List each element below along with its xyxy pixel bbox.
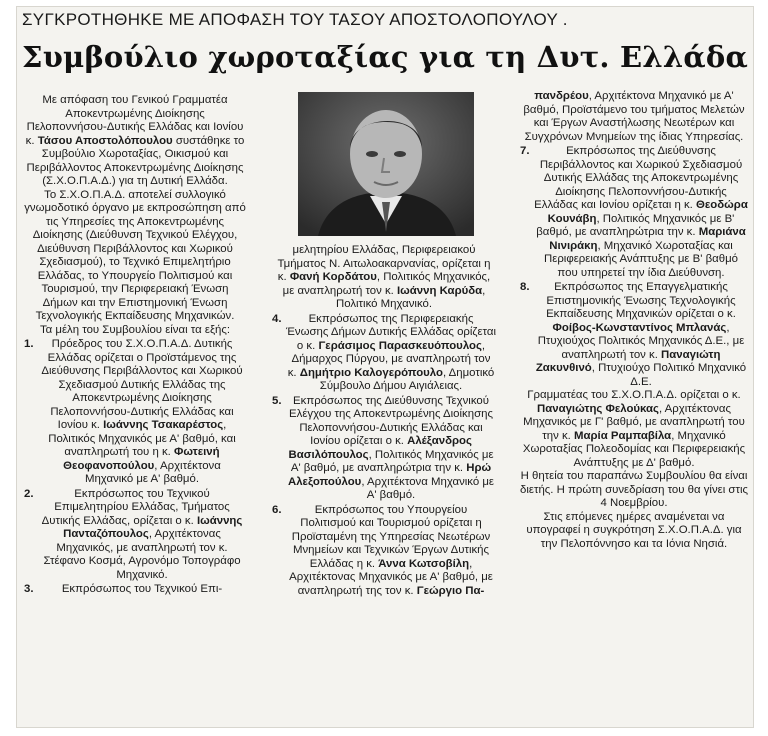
member-item-7: 7. Εκπρόσωπος της Διεύθυνσης Περιβάλλοντος και Χωρικού Σχεδιασμού Δυτικής Ελλάδας της Αποκεντρωμένης Διοίκησης Πελοποννήσου-Δυτικής Ελλάδας και Ιονίου ορίζεται η κ. Θεοδώρα Κουνάβη, Πολιτικός Μηχανικός με Β' βαθμό, με αναπληρώτρια την κ. Μαριάνα Νινιράκη, Μηχανικό Χωροταξίας και Περιφερειακής Ανάπτυξης με Β' βαθμό που υπηρετεί την ίδια Διεύθυνση. <box>520 145 748 279</box>
portrait-photo <box>298 92 474 236</box>
member-item-3-cont: μελητηρίου Ελλάδας, Περιφερειακού Τμήματος Ν. Αιτωλοακαρνανίας, ορίζεται η κ. Φανή Κορδάτου, Πολιτικός Μηχανικός, με αναπληρωτή τον κ. Ιωάννη Καρύδα, Πολιτικό Μηχανικό. <box>277 244 491 310</box>
closing-paragraph: Στις επόμενες ημέρες αναμένεται να υπογραφεί η συγκρότηση Σ.Χ.Ο.Π.Α.Δ. για την Πελοπόννησο και τα Ιόνια Νησιά. <box>526 510 742 550</box>
term-paragraph: Η θητεία του παραπάνω Συμβουλίου θα είναι διετής. Η πρώτη συνεδρίαση του θα γίνει στις 4 Νοεμβρίου. <box>520 470 748 509</box>
member-item-5: 5. Εκπρόσωπος της Διεύθυνσης Τεχνικού Ελέγχου της Αποκεντρωμένης Διοίκησης Πελοποννήσου-Δυτικής Ελλάδας και Ιονίου ορίζεται ο κ. Αλέξανδρος Βασιλόπουλος, Πολιτικός Μηχανικός με Α' βαθμό, με αναπληρώτρια την κ. Ηρώ Αλεξοπούλου, Αρχιτέκτονα Μηχανικό με Α' βαθμό. <box>272 394 494 501</box>
name-apostolopoulos: Τάσου Αποστολόπουλου <box>37 134 173 147</box>
item-number: 6. <box>272 503 282 516</box>
item-number: 4. <box>272 312 282 325</box>
column-2 <box>272 244 496 598</box>
member-item-6: 6. Εκπρόσωπος του Υπουργείου Πολιτισμού και Τουρισμού ορίζεται η Προϊσταμένη της Υπηρεσίας Νεωτέρων Μνημείων και Τεχνικών Έργων Δυτικής Ελλάδας η κ. Άννα Κωτσοβίλη, Αρχιτέκτονας Μηχανικός με Α' βαθμό, με αναπληρωτή της τον κ. Γεώργιο Πα- <box>272 503 493 597</box>
item-number: 8. <box>520 281 530 293</box>
article-kicker: ΣΥΓΚΡΟΤΗΘΗΚΕ ΜΕ ΑΠΟΦΑΣΗ ΤΟΥ ΤΑΣΟΥ ΑΠΟΣΤΟΛΟΠΟΥΛΟΥ . <box>22 10 568 29</box>
member-item-3-start: 3. Εκπρόσωπος του Τεχνικού Επι- <box>24 583 223 595</box>
member-item-8: 8. Εκπρόσωπος της Επαγγελματικής Επιστημονικής Ένωσης Τεχνολογικής Εκπαίδευσης Μηχανικών ορίζεται ο κ. Φοίβος-Κωνσταντίνος Μπλανάς, Πτυχιούχος Πολιτικός Μηχανικός Δ.Ε., με αναπληρωτή τον κ. Παναγιώτη Ζακυνθινό, Πτυχιούχο Πολιτικό Μηχανικό Δ.Ε. <box>520 281 747 388</box>
member-item-2: 2. Εκπρόσωπος του Τεχνικού Επιμελητηρίου Ελλάδας, Τμήματος Δυτικής Ελλάδας, ορίζεται ο κ. Ιωάννης Πανταζόπουλος, Αρχιτέκτονας Μηχανικός, με αναπληρωτή τον κ. Στέφανο Κοσμά, Αγρονόμο Τοπογράφο Μηχανικό. <box>24 487 243 581</box>
article-headline: Συμβούλιο χωροταξίας για τη Δυτ. Ελλάδα <box>22 40 748 74</box>
col1-paragraph-3: Τα μέλη του Συμβουλίου είναι τα εξής: <box>39 323 231 336</box>
item-number: 1. <box>24 338 34 350</box>
column-3 <box>520 90 748 551</box>
member-item-4: 4. Εκπρόσωπος της Περιφερειακής Ένωσης Δήμων Δυτικής Ελλάδας ορίζεται ο κ. Γεράσιμος Παρασκευόπουλος, Δήμαρχος Πύργου, με αναπληρωτή τον κ. Δημήτριο Καλογερόπουλο, Δημοτικό Σύμβουλο Δήμου Αιγιάλειας. <box>272 312 496 392</box>
col1-paragraph-2: Το Σ.Χ.Ο.Π.Α.Δ. αποτελεί συλλογικό γνωμοδοτικό όργανο με εκπροσώπηση από τις Υπηρεσίες της Αποκεντρωμένης Διοίκησης (Διεύθυνση Τεχνικού Ελέγχου, Διεύθυνση Περιβάλλοντος και Χωρικού Σχεδιασμού), το Τεχνικό Επιμελητήριο Ελλάδας, το Υπουργείο Πολιτισμού και Τουρισμού, την Περιφερειακή Ένωση Δήμων και την Επιστημονική Ένωση Τεχνολογικής Εκπαίδευσης Μηχανικών. <box>24 188 246 322</box>
member-item-1: 1. Πρόεδρος του Σ.Χ.Ο.Π.Α.Δ. Δυτικής Ελλάδας ορίζεται ο Προϊστάμενος της Διεύθυνσης Περιβάλλοντος και Χωρικού Σχεδιασμού Δυτικής Ελλάδας της Αποκεντρωμένης Διοίκησης Πελοποννήσου-Δυτικής Ελλάδας και Ιονίου κ. Ιωάννης Τσακαρέστος, Πολιτικός Μηχανικός με Α' βαθμό, και αναπληρωτή του η κ. Φωτεινή Θεοφανοπούλου, Αρχιτέκτονα Μηχανικό με Α' βαθμό. <box>24 338 243 485</box>
column-1 <box>24 94 246 597</box>
member-item-6-cont: πανδρέου, Αρχιτέκτονα Μηχανικό με Α' βαθμό, Προϊστάμενο του τμήματος Μελετών και Έργων Αναστήλωσης Νεωτέρων και Συγχρόνων Μνημείων της ίδιας Υπηρεσίας. <box>523 90 745 143</box>
col1-paragraph-1: Με απόφαση του Γενικού Γραμματέα Αποκεντρωμένης Διοίκησης Πελοποννήσου-Δυτικής Ελλάδας και Ιονίου κ. Τάσου Αποστολόπουλου συστάθηκε το Συμβούλιο Χωροταξίας, Οικισμού και Περιβάλλοντος Αποκεντρωμένης Διοίκησης (Σ.Χ.Ο.Π.Α.Δ.) για τη Δυτική Ελλάδα. <box>25 94 245 187</box>
item-number: 7. <box>520 145 530 157</box>
secretary-paragraph: Γραμματέας του Σ.Χ.Ο.Π.Α.Δ. ορίζεται ο κ. Παναγιώτης Φελούκας, Αρχιτέκτονας Μηχανικός με Γ' βαθμό, με αναπληρωτή του την κ. Μαρία Ραμπαβίλα, Μηχανικό Χωροταξίας Πολεοδομίας και Περιφερειακής Ανάπτυξης με Δ' βαθμό. <box>522 389 746 469</box>
item-number: 3. <box>24 583 34 595</box>
item-number: 2. <box>24 487 34 500</box>
item-number: 5. <box>272 394 282 407</box>
